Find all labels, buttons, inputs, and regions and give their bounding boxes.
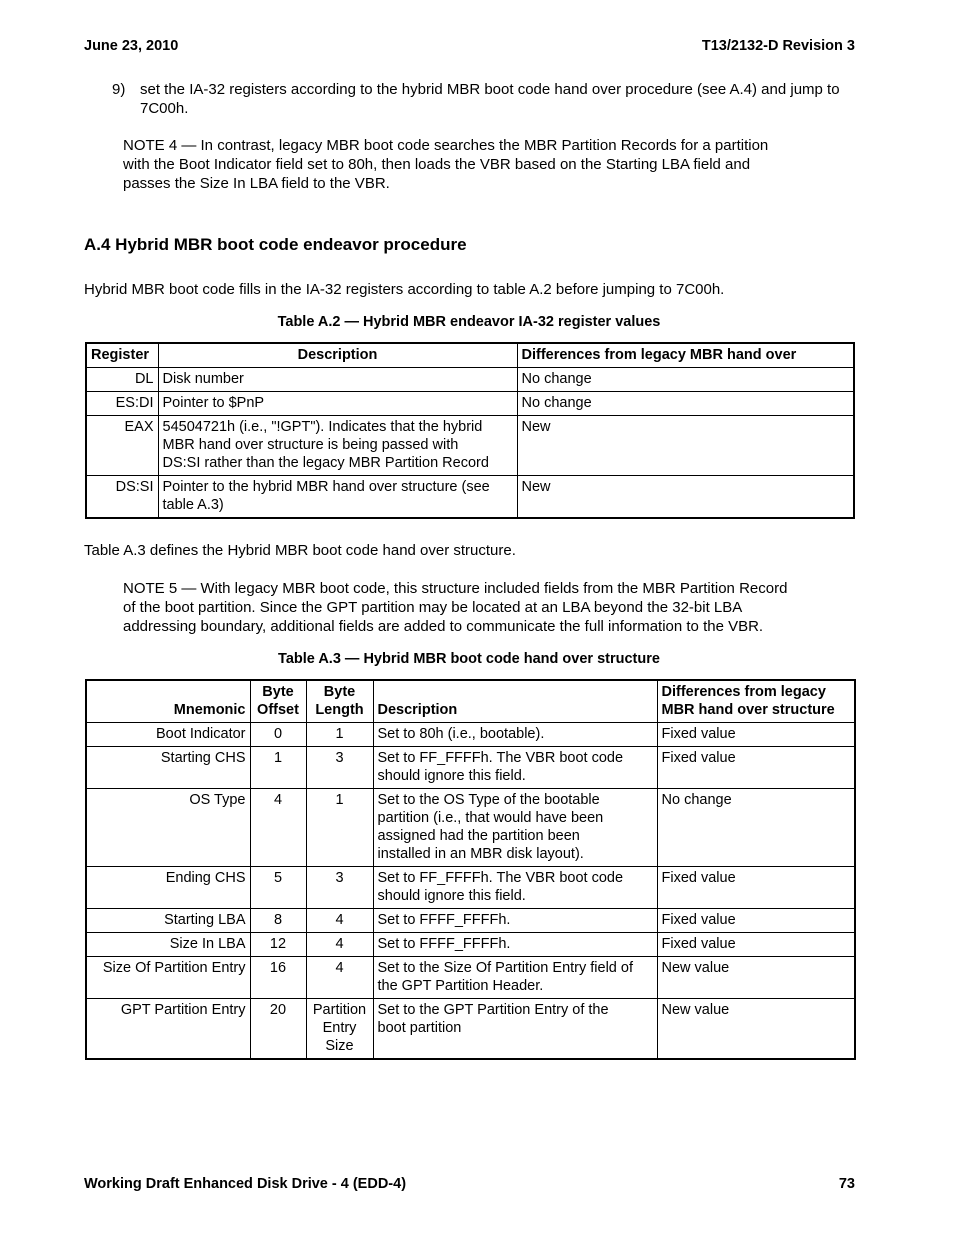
header-byte-offset (250, 680, 306, 723)
table-row (86, 416, 854, 476)
note-line: addressing boundary, additional fields are added to communicate the full information to the VBR. (123, 618, 764, 635)
note-line: NOTE 5 — With legacy MBR boot code, this structure included fields from the MBR Partition Record (123, 580, 788, 597)
table-row (86, 957, 855, 999)
cell-offset: 4 (250, 789, 306, 867)
note-line: of the boot partition. Since the GPT partition may be located at an LBA beyond the 32-bit LBA (123, 599, 743, 616)
cell-mnemonic: Size Of Partition Entry (86, 957, 250, 999)
note-line: NOTE 4 — In contrast, legacy MBR boot code searches the MBR Partition Records for a partition (123, 137, 769, 154)
cell-register: DS:SI (86, 476, 158, 519)
cell-description (373, 933, 657, 957)
text-line: 1 (335, 726, 344, 742)
cell-description (158, 476, 517, 519)
cell-difference: Fixed value (657, 747, 855, 789)
header-doc-id: T13/2132-D Revision 3 (701, 38, 855, 54)
cell-offset: 1 (250, 747, 306, 789)
table-row (86, 909, 855, 933)
header-mnemonic: Mnemonic (86, 680, 250, 723)
text-line: Partition (312, 1002, 367, 1018)
text-line: 1 (335, 792, 344, 808)
cell-description (373, 789, 657, 867)
text-line: table A.3) (162, 497, 224, 513)
table-a3-intro: Table A.3 defines the Hybrid MBR boot code hand over structure. (84, 542, 516, 559)
cell-description (373, 909, 657, 933)
text-line: MBR hand over structure (661, 702, 835, 718)
cell-length (306, 867, 373, 909)
text-line: Set to the OS Type of the bootable (377, 792, 600, 808)
text-line: DS:SI rather than the legacy MBR Partition Record (162, 455, 489, 471)
table-row (86, 392, 854, 416)
cell-description (373, 747, 657, 789)
text-line: installed in an MBR disk layout). (377, 846, 584, 862)
text-line: Set to FFFF_FFFFh. (377, 912, 511, 928)
text-line: Set to FFFF_FFFFh. (377, 936, 511, 952)
cell-difference: Fixed value (657, 933, 855, 957)
note-5 (123, 579, 823, 636)
section-heading: A.4 Hybrid MBR boot code endeavor procedure (84, 235, 467, 254)
cell-offset: 0 (250, 723, 306, 747)
text-line: Set to the GPT Partition Entry of the (377, 1002, 609, 1018)
header-byte-length (306, 680, 373, 723)
text-line: should ignore this field. (377, 888, 526, 904)
cell-difference: No change (517, 368, 854, 392)
cell-difference: No change (657, 789, 855, 867)
cell-offset: 16 (250, 957, 306, 999)
cell-description (158, 368, 517, 392)
text-line: should ignore this field. (377, 768, 526, 784)
note-line: passes the Size In LBA field to the VBR. (123, 175, 390, 192)
cell-length (306, 909, 373, 933)
note-line: with the Boot Indicator field set to 80h, then loads the VBR based on the Starting LBA field and (123, 156, 751, 173)
text-line: 4 (335, 936, 344, 952)
table-a3-caption: Table A.3 — Hybrid MBR boot code hand over structure (278, 651, 660, 667)
table-row (86, 723, 855, 747)
text-line: MBR hand over structure is being passed with (162, 437, 459, 453)
cell-offset: 5 (250, 867, 306, 909)
cell-description (373, 867, 657, 909)
header-difference: Differences from legacy MBR hand over (517, 343, 854, 368)
text-line: assigned had the partition been (377, 828, 580, 844)
cell-register: EAX (86, 416, 158, 476)
text-line: Set to 80h (i.e., bootable). (377, 726, 545, 742)
cell-length (306, 789, 373, 867)
cell-description (373, 723, 657, 747)
text-line: partition (i.e., that would have been (377, 810, 604, 826)
cell-offset: 12 (250, 933, 306, 957)
cell-difference: Fixed value (657, 723, 855, 747)
text-line: Set to FF_FFFFh. The VBR boot code (377, 870, 624, 886)
intro-paragraph: Hybrid MBR boot code fills in the IA-32 registers according to table A.2 before jumping to 7C00h. (84, 281, 725, 298)
text-line: boot partition (377, 1020, 462, 1036)
cell-register: ES:DI (86, 392, 158, 416)
text-line: the GPT Partition Header. (377, 978, 544, 994)
text-line: Pointer to the hybrid MBR hand over structure (see (162, 479, 490, 495)
header-description: Description (373, 680, 657, 723)
cell-description (158, 392, 517, 416)
header-date: June 23, 2010 (84, 38, 179, 54)
table-a2 (85, 342, 855, 519)
cell-length (306, 747, 373, 789)
cell-description (373, 957, 657, 999)
text-line: 3 (335, 750, 344, 766)
footer-title: Working Draft Enhanced Disk Drive - 4 (EDD-4) (84, 1176, 407, 1192)
header-difference (657, 680, 855, 723)
cell-mnemonic: GPT Partition Entry (86, 999, 250, 1060)
step-9 (112, 80, 857, 118)
cell-description (373, 999, 657, 1060)
cell-register: DL (86, 368, 158, 392)
header-register: Register (86, 343, 158, 368)
text-line: Differences from legacy (661, 684, 826, 700)
cell-mnemonic: Starting LBA (86, 909, 250, 933)
cell-difference: New value (657, 999, 855, 1060)
table-a3 (85, 679, 856, 1060)
text-line: 3 (335, 870, 344, 886)
table-row (86, 476, 854, 519)
cell-length (306, 999, 373, 1060)
text-line: Pointer to $PnP (162, 395, 265, 411)
cell-mnemonic: Ending CHS (86, 867, 250, 909)
cell-offset: 8 (250, 909, 306, 933)
table-row (86, 999, 855, 1060)
table-row (86, 747, 855, 789)
table-a2-caption: Table A.2 — Hybrid MBR endeavor IA-32 register values (277, 314, 661, 330)
cell-length (306, 723, 373, 747)
cell-length (306, 957, 373, 999)
table-row (86, 933, 855, 957)
text-line: 4 (335, 912, 344, 928)
table-row (86, 867, 855, 909)
header-description: Description (158, 343, 517, 368)
text-line: Offset (257, 702, 299, 718)
cell-mnemonic: Starting CHS (86, 747, 250, 789)
text-line: 4 (335, 960, 344, 976)
cell-difference: Fixed value (657, 867, 855, 909)
step-number: 9) (112, 81, 126, 98)
cell-length (306, 933, 373, 957)
text-line: 54504721h (i.e., "!GPT"). Indicates that the hybrid (162, 419, 483, 435)
cell-difference: No change (517, 392, 854, 416)
table-row (86, 368, 854, 392)
cell-difference: Fixed value (657, 909, 855, 933)
cell-difference: New (517, 416, 854, 476)
page-number: 73 (838, 1176, 855, 1192)
text-line: Disk number (162, 371, 244, 387)
text-line: Byte (262, 684, 294, 700)
text-line: Byte (323, 684, 356, 700)
cell-mnemonic: Boot Indicator (86, 723, 250, 747)
table-row (86, 789, 855, 867)
table-header-row (86, 680, 855, 723)
text-line: Set to FF_FFFFh. The VBR boot code (377, 750, 624, 766)
cell-mnemonic: Size In LBA (86, 933, 250, 957)
text-line: Length (315, 702, 364, 718)
cell-difference: New value (657, 957, 855, 999)
text-line: Entry (322, 1020, 357, 1036)
cell-offset: 20 (250, 999, 306, 1060)
text-line: Set to the Size Of Partition Entry field of (377, 960, 633, 976)
note-4 (123, 136, 823, 193)
step-text: set the IA-32 registers according to the hybrid MBR boot code hand over procedure (see A.4) and jump to 7C00h. (140, 81, 840, 117)
cell-mnemonic: OS Type (86, 789, 250, 867)
cell-difference: New (517, 476, 854, 519)
text-line: Size (325, 1038, 354, 1054)
cell-description (158, 416, 517, 476)
table-header-row (86, 343, 854, 368)
